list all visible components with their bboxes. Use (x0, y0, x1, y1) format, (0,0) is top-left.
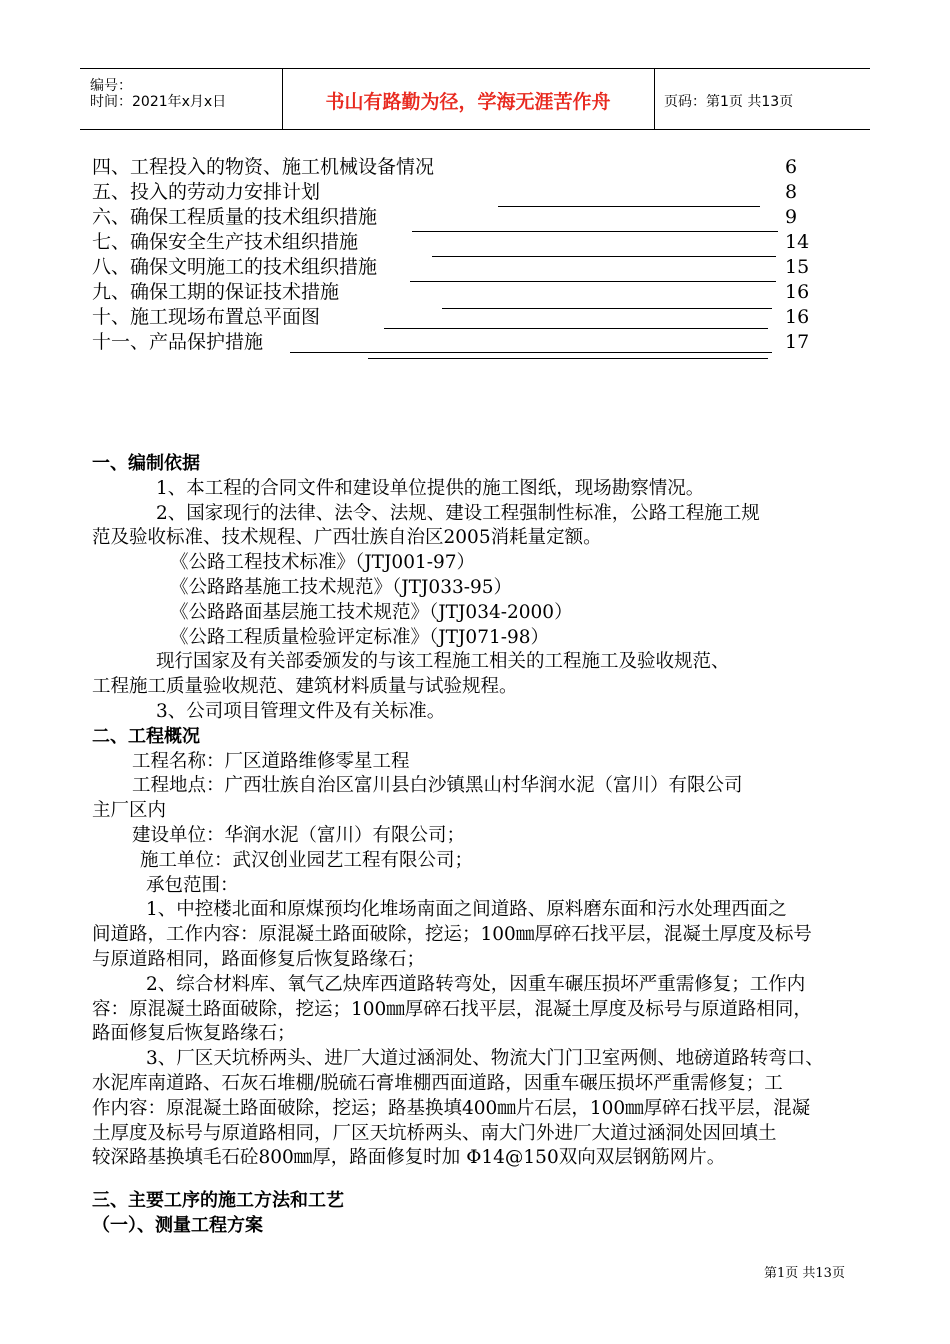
toc-page: 17 (785, 331, 810, 353)
paragraph: 3、公司项目管理文件及有关标准。 (156, 700, 446, 722)
motto: 书山有路勤为径，学海无涯苦作舟 (325, 91, 611, 113)
page-info: 页码：第1页 共13页 (664, 94, 794, 110)
project-contractor: 施工单位：武汉创业园艺工程有限公司； (140, 849, 474, 871)
scope-item: 路面修复后恢复路缘石； (92, 1023, 296, 1045)
scope-item: 水泥库南道路、石灰石堆棚/脱硫石膏堆棚西面道路，因重车碾压损坏严重需修复；工 (92, 1072, 783, 1094)
toc-label: 七、确保安全生产技术组织措施 (92, 231, 359, 253)
toc-leader-line (498, 206, 760, 207)
project-scope: 承包范围： (146, 874, 239, 896)
toc-leader-line (442, 308, 772, 309)
toc-page: 15 (785, 256, 810, 278)
toc-item (92, 330, 832, 355)
scope-item: 间道路，工作内容：原混凝土路面破除，挖运；100㎜厚碎石找平层，混凝土厚度及标号 (92, 924, 812, 946)
toc-leader-line (410, 281, 776, 282)
document-body (92, 452, 862, 1239)
paragraph: 1、本工程的合同文件和建设单位提供的施工图纸，现场勘察情况。 (156, 477, 705, 499)
serial-label: 编号： (90, 78, 132, 94)
toc-leader-line (384, 328, 768, 329)
toc-leader-line (412, 231, 778, 232)
toc-item (92, 180, 832, 205)
scope-item: 容：原混凝土路面破除，挖运；100㎜厚碎石找平层，混凝土厚度及标号与原道路相同， (92, 998, 812, 1020)
date-label: 时间：2021年x月x日 (90, 94, 227, 110)
toc-label: 六、确保工程质量的技术组织措施 (92, 206, 378, 228)
header-page-cell (654, 69, 870, 129)
toc-label: 四、工程投入的物资、施工机械设备情况 (92, 156, 435, 178)
scope-item: 与原道路相同，路面修复后恢复路缘石； (92, 948, 426, 970)
section-heading: 二、工程概况 (92, 725, 200, 747)
standard-item: 《公路路基施工技术规范》（JTJ033-95） (170, 576, 513, 598)
page-footer: 第1页 共13页 (764, 1266, 845, 1281)
toc-page: 6 (785, 156, 798, 178)
toc-leader-line (432, 256, 776, 257)
toc-label: 十一、产品保护措施 (92, 331, 264, 353)
paragraph: 2、国家现行的法律、法令、法规、建设工程强制性标准，公路工程施工规 (156, 502, 760, 524)
toc-item (92, 280, 832, 305)
toc-item (92, 305, 832, 330)
paragraph: 现行国家及有关部委颁发的与该工程施工相关的工程施工及验收规范、 (156, 651, 730, 673)
toc-label: 五、投入的劳动力安排计划 (92, 181, 321, 203)
page-header (80, 68, 870, 130)
project-site: 主厂区内 (92, 800, 167, 822)
table-of-contents (92, 155, 832, 355)
paragraph: 范及验收标准、技术规程、广西壮族自治区2005消耗量定额。 (92, 527, 602, 549)
toc-label: 十、施工现场布置总平面图 (92, 306, 321, 328)
scope-item: 作内容：原混凝土路面破除，挖运；路基换填400㎜片石层，100㎜厚碎石找平层，混凝 (92, 1097, 811, 1119)
toc-item (92, 205, 832, 230)
scope-item: 较深路基换填毛石砼800㎜厚，路面修复时加 Φ14@150双向双层钢筋网片。 (92, 1147, 726, 1169)
scope-item: 2、综合材料库、氧气乙炔库西道路转弯处，因重车碾压损坏严重需修复；工作内 (146, 973, 806, 995)
header-motto-cell (282, 69, 655, 129)
toc-label: 八、确保文明施工的技术组织措施 (92, 256, 378, 278)
section-heading: 三、主要工序的施工方法和工艺 (92, 1190, 344, 1212)
toc-page: 16 (785, 306, 810, 328)
standard-item: 《公路路面基层施工技术规范》（JTJ034-2000） (170, 601, 573, 623)
section-heading: 一、编制依据 (92, 453, 200, 474)
toc-page: 14 (785, 231, 810, 253)
standard-item: 《公路工程质量检验评定标准》（JTJ071-98） (170, 626, 550, 648)
toc-item (92, 155, 832, 180)
project-site: 工程地点：广西壮族自治区富川县白沙镇黑山村华润水泥（富川）有限公司 (132, 775, 743, 797)
toc-item (92, 230, 832, 255)
toc-page: 9 (785, 206, 798, 228)
subsection-heading: （一）、测量工程方案 (92, 1214, 263, 1236)
toc-item (92, 255, 832, 280)
toc-label: 九、确保工期的保证技术措施 (92, 281, 340, 303)
toc-leader-line (290, 352, 772, 353)
scope-item: 1、中控楼北面和原煤预均化堆场南面之间道路、原料磨东面和污水处理西面之 (146, 899, 787, 921)
toc-leader-line (368, 358, 768, 359)
project-name: 工程名称：厂区道路维修零星工程 (132, 750, 410, 772)
project-owner: 建设单位：华润水泥（富川）有限公司； (132, 824, 466, 846)
standard-item: 《公路工程技术标准》（JTJ001-97） (170, 552, 476, 574)
toc-page: 16 (785, 281, 810, 303)
scope-item: 3、厂区天坑桥两头、进厂大道过涵洞处、物流大门门卫室两侧、地磅道路转弯口、 (146, 1048, 824, 1070)
toc-page: 8 (785, 181, 798, 203)
header-meta-cell (80, 69, 283, 129)
paragraph: 工程施工质量验收规范、建筑材料质量与试验规程。 (92, 676, 518, 698)
scope-item: 土厚度及标号与原道路相同，厂区天坑桥两头、南大门外进厂大道过涵洞处因回填土 (92, 1122, 777, 1144)
